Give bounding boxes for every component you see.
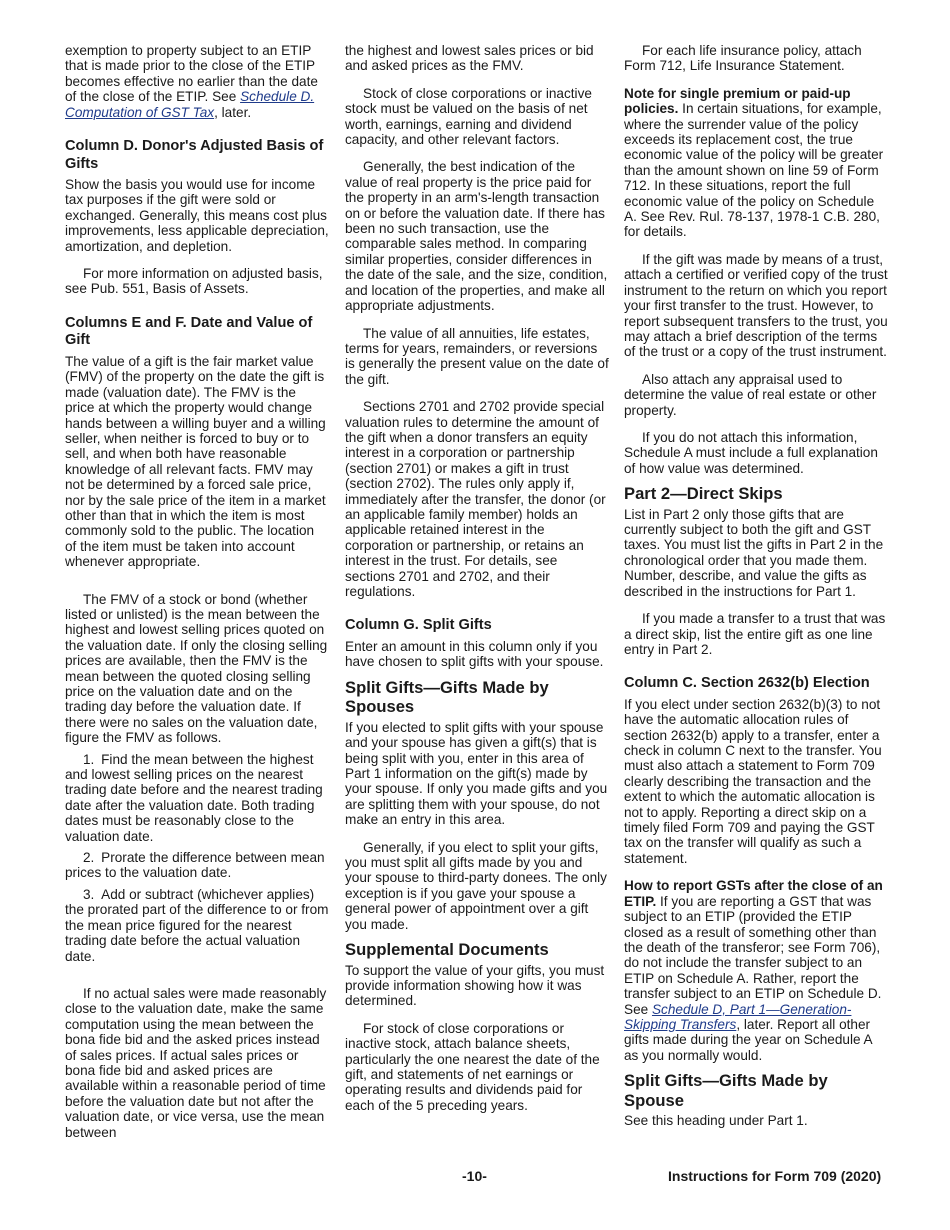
column-middle [345, 43, 609, 1119]
footer-title: Instructions for Form 709 (2020) [668, 1168, 882, 1184]
paragraph: Generally, if you elect to split your gifts, you must split all gifts made by you and your spouse to third-party donees. The only exception is if you gave your spouse a general power of appointment over a gift you made. [345, 839, 607, 932]
paragraph: Enter an amount in this column only if you have chosen to split gifts with your spouse. [345, 638, 604, 670]
heading-part-2-direct-skips: Part 2—Direct Skips [624, 484, 783, 504]
paragraph: The value of a gift is the fair market value (FMV) of the property on the date the gift is made (valuation date). The FMV is the price at which the property would change hands between a willing buyer and a willing seller, when neither is forced to buy or to sell, and when both have reasonable knowledge of all relevant facts. FMV may not be determined by a forced sale price, nor by the sale price of the item in a market other than that in which the item is most commonly sold to the public. The location of the item must be taken into account whenever appropriate. [65, 353, 326, 570]
column-right [624, 43, 888, 1135]
heading-split-gifts: Split Gifts—Gifts Made by Spouses [345, 677, 549, 717]
heading-column-g: Column G. Split Gifts [345, 617, 492, 634]
paragraph: To support the value of your gifts, you must provide information showing how it was determined. [345, 962, 605, 1009]
heading-column-c: Column C. Section 2632(b) Election [624, 675, 870, 692]
paragraph: Also attach any appraisal used to determine the value of real estate or other property. [624, 371, 877, 418]
page-number: -10- [462, 1168, 487, 1184]
paragraph: List in Part 2 only those gifts that are currently subject to both the gift and GST taxes. You must list the gifts in Part 2 in the chronological order that you made them. Number, describe, and value the gifts as described in the instructions for Part 1. [624, 506, 884, 599]
heading-supplemental-documents: Supplemental Documents [345, 940, 549, 959]
paragraph: If the gift was made by means of a trust, attach a certified or verified copy of the trust instrument to the return on which you report your first transfer to the trust. However, to report subsequent transfers to the trust, you may attach a brief description of the terms of the trust or a copy of the trust instrument. [624, 251, 888, 360]
paragraph: Note for single premium or paid-up policies. In certain situations, for example, where the surrender value of the policy exceeds its replacement cost, the true economic value of the policy will be greater than the amount shown on line 59 of Form 712. In these situations, report the full economic value of the policy on Schedule A. See Rev. Rul. 78-137, 1978-1 C.B. 280, for details. [624, 85, 884, 240]
paragraph: If you do not attach this information, Schedule A must include a full explanation of how value was determined. [624, 429, 878, 476]
paragraph: exemption to property subject to an ETIP that is made prior to the close of the ETIP becomes effective no earlier than the date of the close of the ETIP. See Schedule D. Computation of GST Tax, later. [65, 43, 318, 120]
heading-columns-e-f: Columns E and F. Date and Value of Gift [65, 314, 313, 349]
paragraph: For stock of close corporations or inactive stock, attach balance sheets, particularly the one nearest the date of the gift, and statements of net earnings or operating results and dividends paid for each of the 5 preceding years. [345, 1020, 600, 1113]
paragraph: If you made a transfer to a trust that was a direct skip, list the entire gift as one line entry in Part 2. [624, 611, 886, 657]
paragraph: Generally, the best indication of the value of real property is the price paid for the property in an arm's-length transaction on or before the valuation date. If there has been no such transaction, use the comparable sales method. In comparing similar properties, consider differences in the date of the sale, and the size, condition, and location of the properties, and make all appropriate adjustments. [345, 159, 608, 314]
paragraph: Show the basis you would use for income tax purposes if the gift were sold or exchanged. Generally, this means cost plus improvements, less applicable depreciation, amortization, and depletion. [65, 177, 329, 254]
heading-column-d: Column D. Donor's Adjusted Basis of Gifts [65, 138, 324, 172]
schedule-d-computation-link[interactable]: Schedule D. Computation of GST Tax [65, 89, 315, 120]
paragraph: the highest and lowest sales prices or bid and asked prices as the FMV. [345, 43, 594, 74]
column-left [65, 43, 329, 1146]
heading-split-gifts-spouse: Split Gifts—Gifts Made by Spouse [624, 1071, 828, 1110]
list-item: 2. Prorate the difference between mean prices to the valuation date. [65, 850, 325, 881]
paragraph: See this heading under Part 1. [624, 1113, 808, 1129]
paragraph: Sections 2701 and 2702 provide special valuation rules to determine the amount of the gift when a donor transfers an equity interest in a corporation or partnership (section 2701) or makes a gift in trust (section 2702). The rules only apply if, immediately after the transfer, the donor (or an applicable family member) holds an applicable retained interest in the corporation or partnership, or retains an interest in the trust. For details, see sections 2701 and 2702, and their regulations. [345, 399, 606, 599]
paragraph: The FMV of a stock or bond (whether listed or unlisted) is the mean between the highest and lowest selling prices quoted on the valuation date. If only the closing selling prices are available, then the FMV is the mean between the quoted closing selling price on the valuation date and on the trading day before the valuation date. If there were no sales on the valuation date, figure the FMV as follows. [65, 591, 328, 746]
paragraph: Stock of close corporations or inactive stock must be valued on the basis of net worth, earnings, earning and dividend capacity, and other relevant factors. [345, 85, 592, 148]
paragraph: If you elected to split gifts with your spouse and your spouse has given a gift(s) that is being split with you, enter in this area of Part 1 information on the gift(s) made by your spouse. If only you made gifts and you are splitting them with your spouse, do not make an entry in this area. [345, 719, 608, 828]
paragraph: The value of all annuities, life estates, terms for years, remainders, or reversions is generally the present value on the date of the gift. [345, 325, 609, 387]
paragraph: For more information on adjusted basis, see Pub. 551, Basis of Assets. [65, 266, 323, 297]
list-item: 3. Add or subtract (whichever applies) the prorated part of the difference to or from the mean price figured for the nearest trading date before the actual valuation date. [65, 886, 329, 964]
paragraph: How to report GSTs after the close of an ETIP. If you are reporting a GST that was subject to an ETIP (provided the ETIP closed as a result of something other than the death of the transferor; see Form 706), do not include the transfer subject to an ETIP on Schedule A. Rather, report the transfer subject to an ETIP on Schedule D. See Schedule D, Part 1—Generation-Skipping Transfers, later. Report all other gifts made during the year on Schedule A as you normally would. [624, 878, 883, 1063]
paragraph: If no actual sales were made reasonably close to the valuation date, make the same computation using the mean between the bona fide bid and the asked prices instead of sales prices. If actual sales prices or bona fide bid and asked prices are available within a reasonable period of time before the valuation date but not after the valuation date, or vice versa, use the mean between [65, 985, 327, 1140]
paragraph: If you elect under section 2632(b)(3) to not have the automatic allocation rules of section 2632(b) apply to a transfer, enter a check in column C next to the transfer. You must also attach a statement to Form 709 clearly describing the transaction and the extent to which the automatic allocation is not to apply. Reporting a direct skip on a timely filed Form 709 and paying the GST tax on the transfer will qualify as such a statement. [624, 696, 882, 866]
schedule-d-part-1-link[interactable]: Schedule D, Part 1—Generation-Skipping Transfers [624, 1001, 852, 1032]
list-item: 1. Find the mean between the highest and lowest selling prices on the nearest trading date before and the nearest trading date after the valuation date. Both trading dates must be reasonably close to the valuation date. [65, 751, 323, 844]
paragraph: For each life insurance policy, attach Form 712, Life Insurance Statement. [624, 43, 862, 74]
